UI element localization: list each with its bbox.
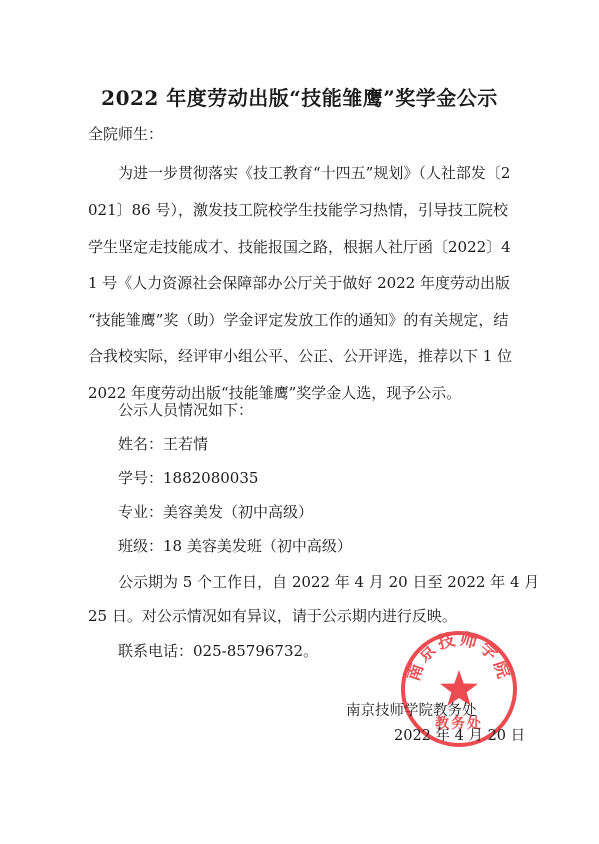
- period-line: 25 日。对公示情况如有异议，请于公示期内进行反映。: [88, 607, 457, 625]
- document-title: 2022 年度劳动出版“技能雏鹰”奖学金公示: [101, 86, 498, 110]
- seal-outer-text: 南京技师学院: [403, 629, 515, 684]
- student-id-line: 学号：1882080035: [118, 469, 259, 487]
- info-intro: 公示人员情况如下：: [118, 401, 254, 419]
- major-line: 专业：美容美发（初中高级）: [118, 503, 314, 521]
- body-line: 为进一步贯彻落实《技工教育“十四五”规划》（人社部发〔2: [118, 164, 511, 182]
- body-line: 合我校实际，经评审小组公平、公正、公开评选，推荐以下 1 位: [88, 347, 513, 365]
- body-line: 1 号《人力资源社会保障部办公厅关于做好 2022 年度劳动出版: [88, 274, 511, 292]
- class-line: 班级：18 美容美发班（初中高级）: [118, 537, 352, 555]
- contact-line: 联系电话：025-85796732。: [118, 642, 319, 660]
- name-line: 姓名：王若情: [118, 435, 209, 453]
- issue-date: 2022 年 4 月 20 日: [394, 728, 526, 744]
- seal-inner-text: 教务处: [435, 716, 483, 732]
- body-line: “技能雏鹰”奖（助）学金评定发放工作的通知》的有关规定，结: [88, 311, 509, 329]
- body-line: 学生坚定走技能成才、技能报国之路，根据人社厅函〔2022〕4: [88, 238, 511, 256]
- salutation: 全院师生：: [88, 125, 164, 143]
- sender-signature: 南京技师学院教务处: [346, 703, 477, 719]
- period-line: 公示期为 5 个工作日，自 2022 年 4 月 20 日至 2022 年 4 月: [118, 573, 540, 591]
- body-line: 2022 年度劳动出版“技能雏鹰”奖学金人选，现予公示。: [88, 384, 462, 402]
- body-line: 021〕86 号），激发技工院校学生技能学习热情，引导技工院校: [88, 201, 508, 219]
